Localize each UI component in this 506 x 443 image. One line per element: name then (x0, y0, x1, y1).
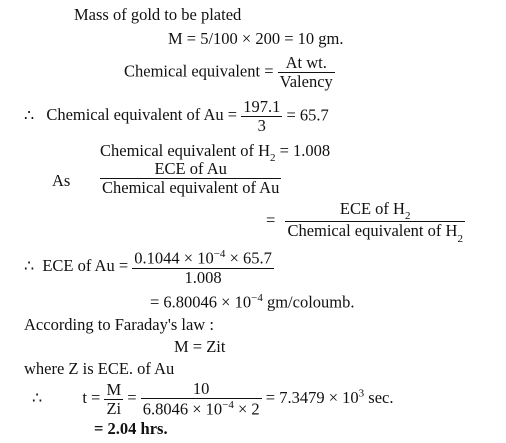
numerator: At wt. (285, 53, 327, 72)
unit: gm/coloumb. (262, 292, 355, 312)
where-text: where Z is ECE. of Au (24, 359, 175, 378)
label: Chemical equivalent = (124, 61, 274, 81)
numerator-text: ECE of H (339, 199, 405, 218)
superscript: −4 (251, 292, 263, 304)
text-mass-of-gold: Mass of gold to be plated (74, 5, 242, 24)
numerator: 10 (192, 379, 210, 398)
superscript: 3 (358, 387, 365, 400)
ratio-au (100, 160, 281, 197)
fraction-value (141, 380, 262, 419)
result: = 65.7 (286, 105, 329, 125)
numerator: M (106, 379, 122, 399)
denominator: Zi (106, 398, 122, 418)
denominator-text: Chemical equivalent of H (287, 221, 458, 241)
denominator-tail: × 2 (233, 399, 260, 419)
subscript: 2 (270, 152, 276, 165)
equation-time (32, 380, 393, 419)
label: Chemical equivalent of H (100, 141, 270, 160)
equation-ece-result (150, 292, 355, 312)
denominator: Chemical equivalent of Au (102, 178, 280, 198)
fraction-m-zi (104, 381, 123, 418)
numerator-tail: × 65.7 (225, 248, 272, 268)
value: = 6.80046 × 10 (150, 292, 252, 312)
fraction (278, 54, 335, 91)
unit: sec. (364, 388, 394, 408)
equation-mzit: M = Zit (174, 337, 226, 356)
fraction (285, 200, 465, 244)
denominator: 1.008 (132, 268, 274, 287)
label: t = (82, 388, 101, 408)
denominator-text: 6.8046 × 10 (142, 399, 223, 419)
label: Chemical equivalent of Au = (46, 105, 238, 125)
equation-chemical-equivalent (124, 54, 335, 91)
numerator: ECE of Au (154, 159, 227, 178)
equals: = (94, 419, 108, 438)
final-value: 2.04 hrs. (107, 419, 168, 438)
numerator (285, 200, 465, 221)
equation-ece-au (24, 248, 274, 287)
superscript: −4 (213, 248, 226, 260)
subscript: 2 (404, 210, 411, 223)
result: = 7.3479 × 10 (265, 388, 359, 408)
fraction (241, 98, 282, 135)
denominator (285, 221, 465, 243)
equation-mass: M = 5/100 × 200 = 10 gm. (168, 29, 344, 48)
value: = 1.008 (275, 141, 331, 160)
label: ECE of Au = (42, 256, 129, 276)
superscript: −4 (222, 399, 234, 412)
as-label: As (52, 171, 71, 190)
numerator (132, 248, 274, 268)
equation-ce-au (24, 98, 329, 135)
therefore-symbol: ∴ (24, 258, 35, 276)
ratio-h2 (266, 200, 465, 244)
equals: = (127, 388, 137, 408)
denominator (141, 398, 262, 419)
therefore-symbol: ∴ (32, 390, 43, 408)
numerator-text: 0.1044 × 10 (134, 248, 214, 268)
therefore-symbol: ∴ (24, 107, 35, 125)
denominator: 3 (241, 116, 282, 135)
equals: = (266, 210, 276, 230)
numerator: 197.1 (243, 97, 281, 116)
fraction (132, 248, 274, 287)
faraday-text: According to Faraday's law : (24, 315, 214, 334)
final-result (94, 420, 168, 438)
denominator: Valency (279, 72, 333, 92)
fraction (100, 160, 281, 197)
subscript: 2 (457, 232, 463, 245)
